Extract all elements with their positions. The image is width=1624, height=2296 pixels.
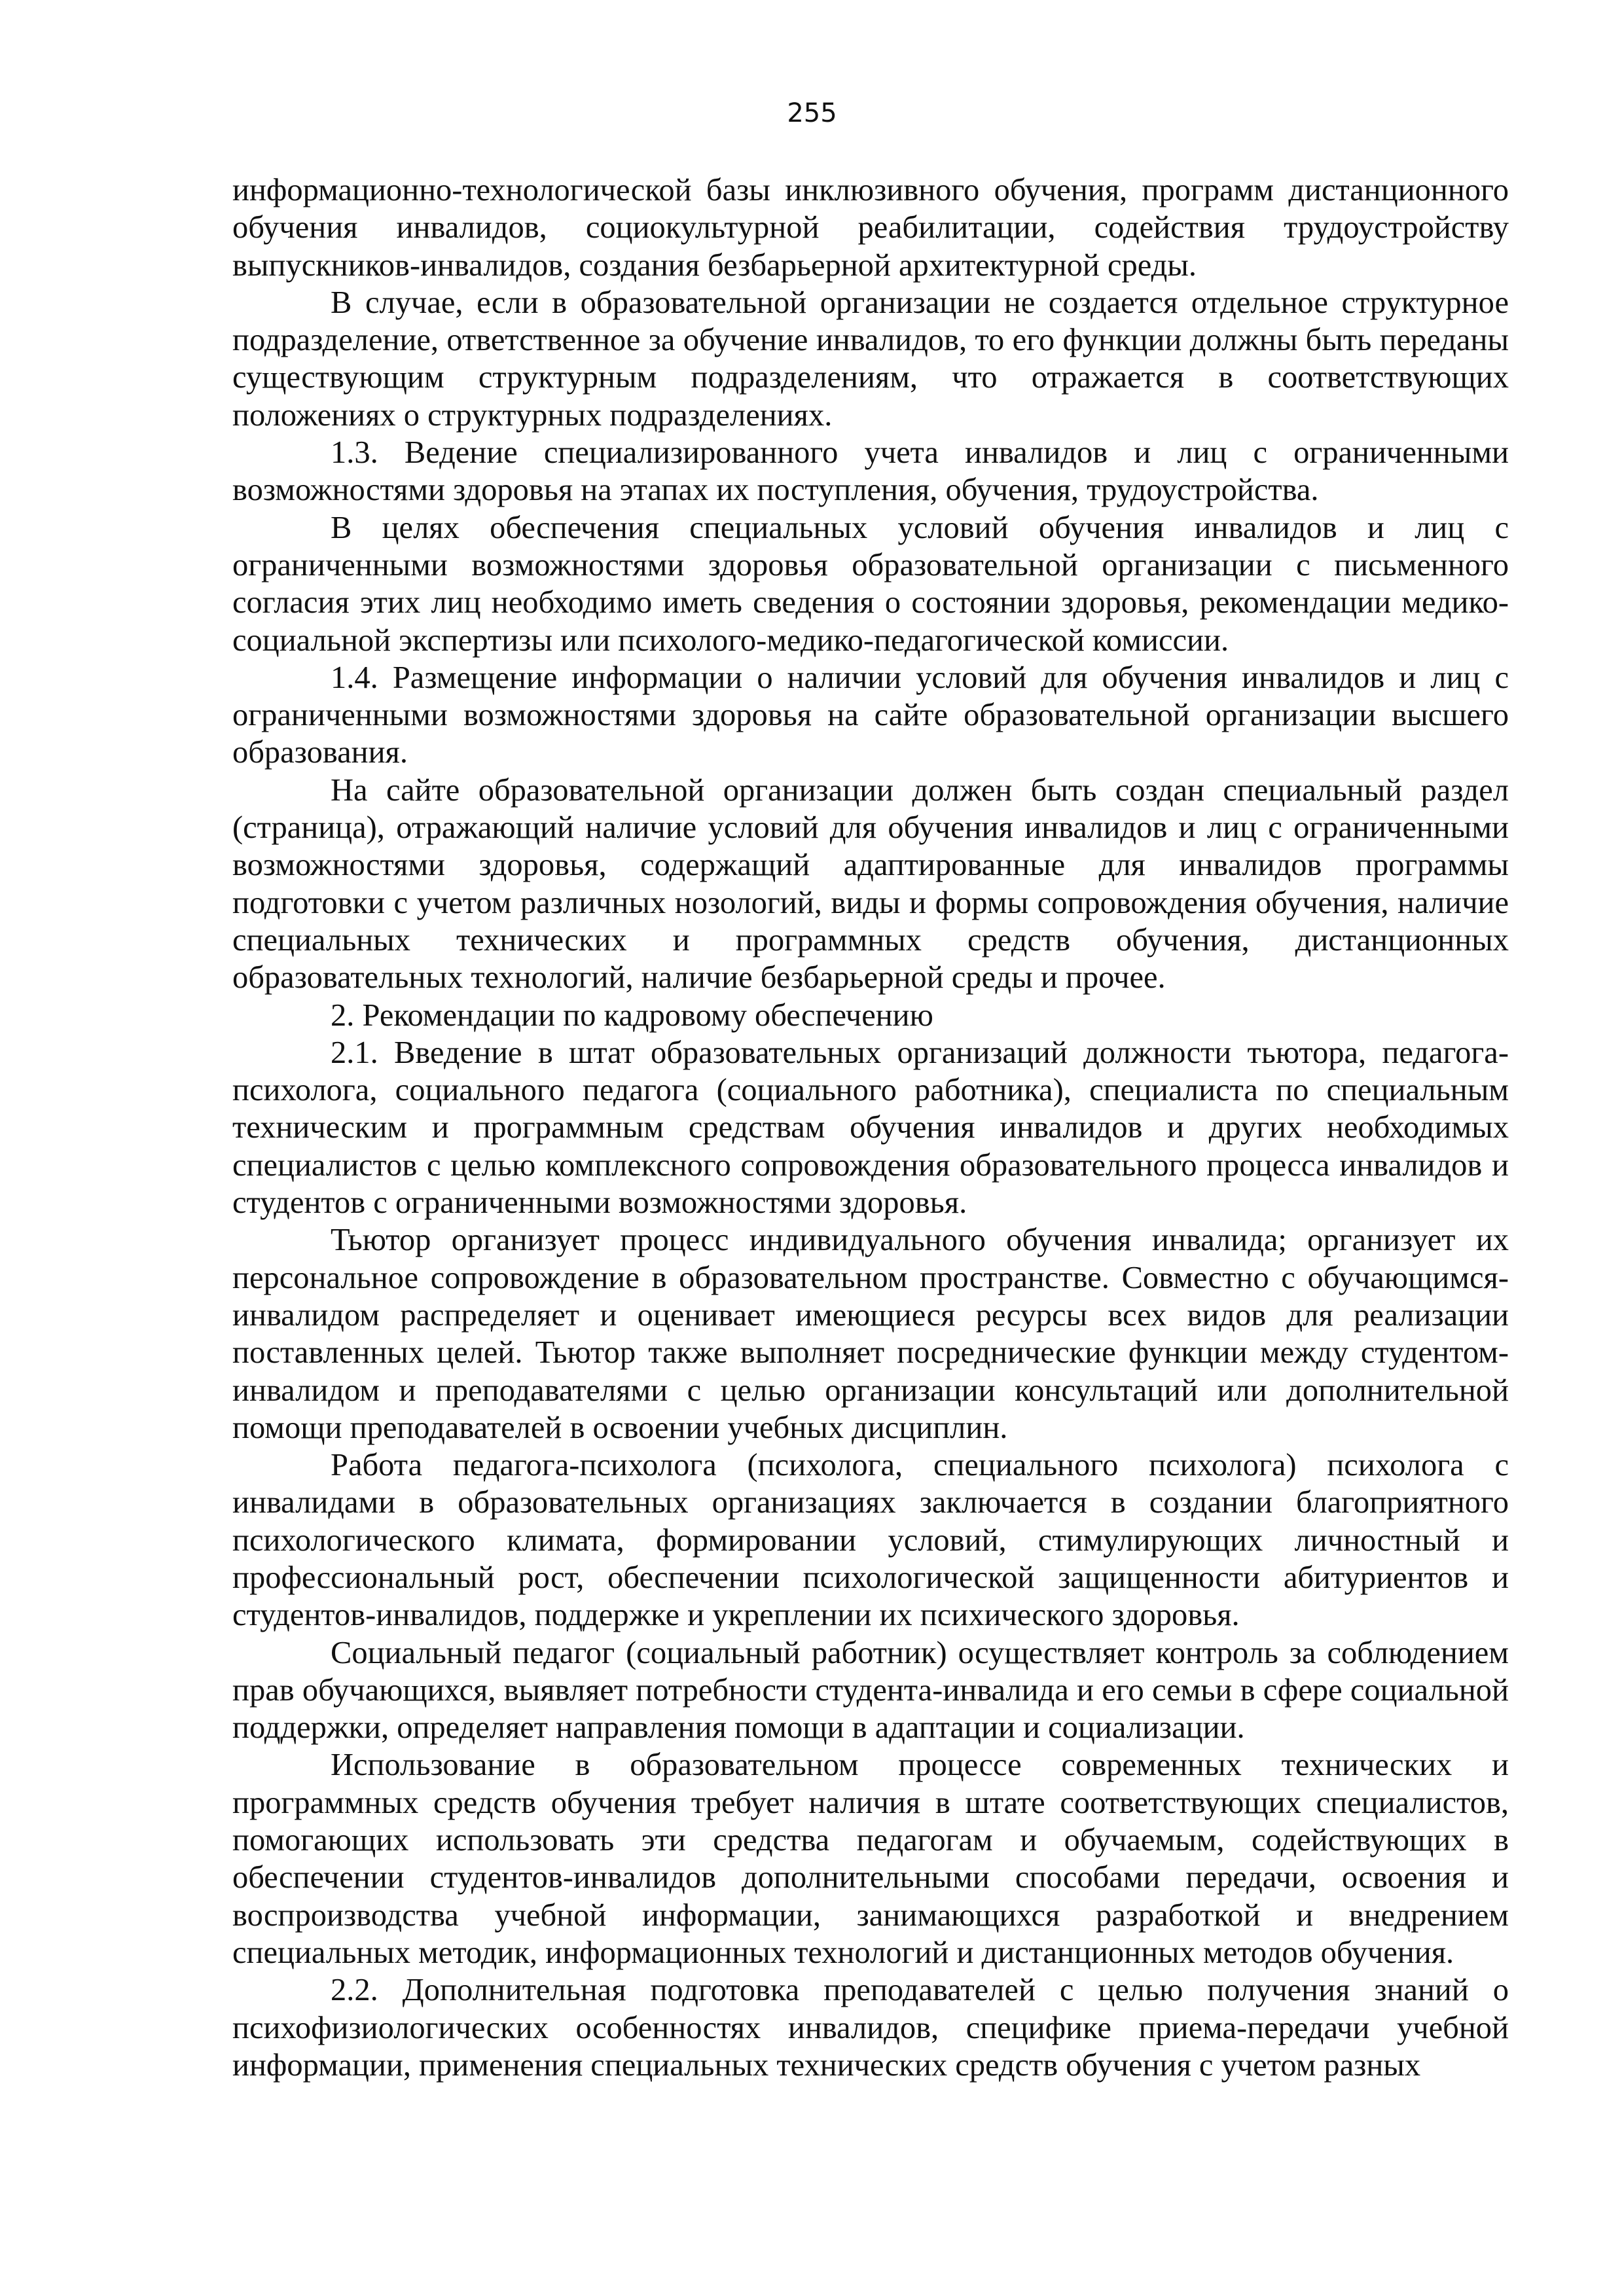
paragraph: Использование в образовательном процессе современных технических и программных средств обучения требует наличия в штате соответствующих специалистов, помогающих использовать эти средства педагогам и обучаемым, содействующих в обеспечении студентов-инвалидов дополнительными способами передачи, освоения и воспроизводства учебной информации, занимающихся разработкой и внедрением специальных методик, информационных технологий и дистанционных методов обучения. bbox=[232, 1748, 1509, 1970]
page-body bbox=[232, 171, 1509, 2084]
paragraph: В целях обеспечения специальных условий обучения инвалидов и лиц с ограниченными возможностями здоровья образовательной организации с письменного согласия этих лиц необходимо иметь сведения о состоянии здоровья, рекомендации медико-социальной экспертизы или психолого-медико-педагогической комиссии. bbox=[232, 510, 1509, 658]
paragraph: В случае, если в образовательной организации не создается отдельное структурное подразделение, ответственное за обучение инвалидов, то его функции должны быть переданы существующим структурным подразделениям, что отражается в соответствующих положениях о структурных подразделениях. bbox=[232, 285, 1509, 433]
paragraph: На сайте образовательной организации должен быть создан специальный раздел (страница), отражающий наличие условий для обучения инвалидов и лиц с ограниченными возможностями здоровья, содержащий адаптированные для инвалидов программы подготовки с учетом различных нозологий, виды и формы сопровождения обучения, наличие специальных технических и программных средств обучения, дистанционных образовательных технологий, наличие безбарьерной среды и прочее. bbox=[232, 772, 1509, 996]
paragraph: 1.4. Размещение информации о наличии условий для обучения инвалидов и лиц с ограниченными возможностями здоровья на сайте образовательной организации высшего образования. bbox=[232, 660, 1509, 770]
paragraph: информационно-технологической базы инклюзивного обучения, программ дистанционного обучения инвалидов, социокультурной реабилитации, содействия трудоустройству выпускников-инвалидов, создания безбарьерной архитектурной среды. bbox=[232, 173, 1509, 283]
paragraph: 1.3. Ведение специализированного учета инвалидов и лиц с ограниченными возможностями здоровья на этапах их поступления, обучения, трудоустройства. bbox=[232, 435, 1509, 508]
paragraph: Работа педагога-психолога (психолога, специального психолога) психолога с инвалидами в образовательных организациях заключается в создании благоприятного психологического климата, формировании условий, стимулирующих личностный и профессиональный рост, обеспечении психологической защищенности абитуриентов и студентов-инвалидов, поддержке и укреплении их психического здоровья. bbox=[232, 1448, 1509, 1633]
paragraph: 2.1. Введение в штат образовательных организаций должности тьютора, педагога-психолога, социального педагога (социального работника), специалиста по специальным техническим и программным средствам обучения инвалидов и других необходимых специалистов с целью комплексного сопровождения образовательного процесса инвалидов и студентов с ограниченными возможностями здоровья. bbox=[232, 1035, 1509, 1221]
section-heading: 2. Рекомендации по кадровому обеспечению bbox=[331, 997, 933, 1033]
page-number: 255 bbox=[787, 98, 837, 128]
paragraph: Социальный педагог (социальный работник) осуществляет контроль за соблюдением прав обучающихся, выявляет потребности студента-инвалида и его семьи в сфере социальной поддержки, определяет направления помощи в адаптации и социализации. bbox=[232, 1635, 1509, 1746]
paragraph: Тьютор организует процесс индивидуального обучения инвалида; организует их персональное сопровождение в образовательном пространстве. Совместно с обучающимся-инвалидом распределяет и оценивает имеющиеся ресурсы всех видов для реализации поставленных целей. Тьютор также выполняет посреднические функции между студентом-инвалидом и преподавателями с целью организации консультаций или дополнительной помощи преподавателей в освоении учебных дисциплин. bbox=[232, 1223, 1509, 1445]
paragraph: 2.2. Дополнительная подготовка преподавателей с целью получения знаний о психофизиологических особенностях инвалидов, специфике приема-передачи учебной информации, применения специальных технических средств обучения с учетом разных bbox=[232, 1973, 1509, 2083]
